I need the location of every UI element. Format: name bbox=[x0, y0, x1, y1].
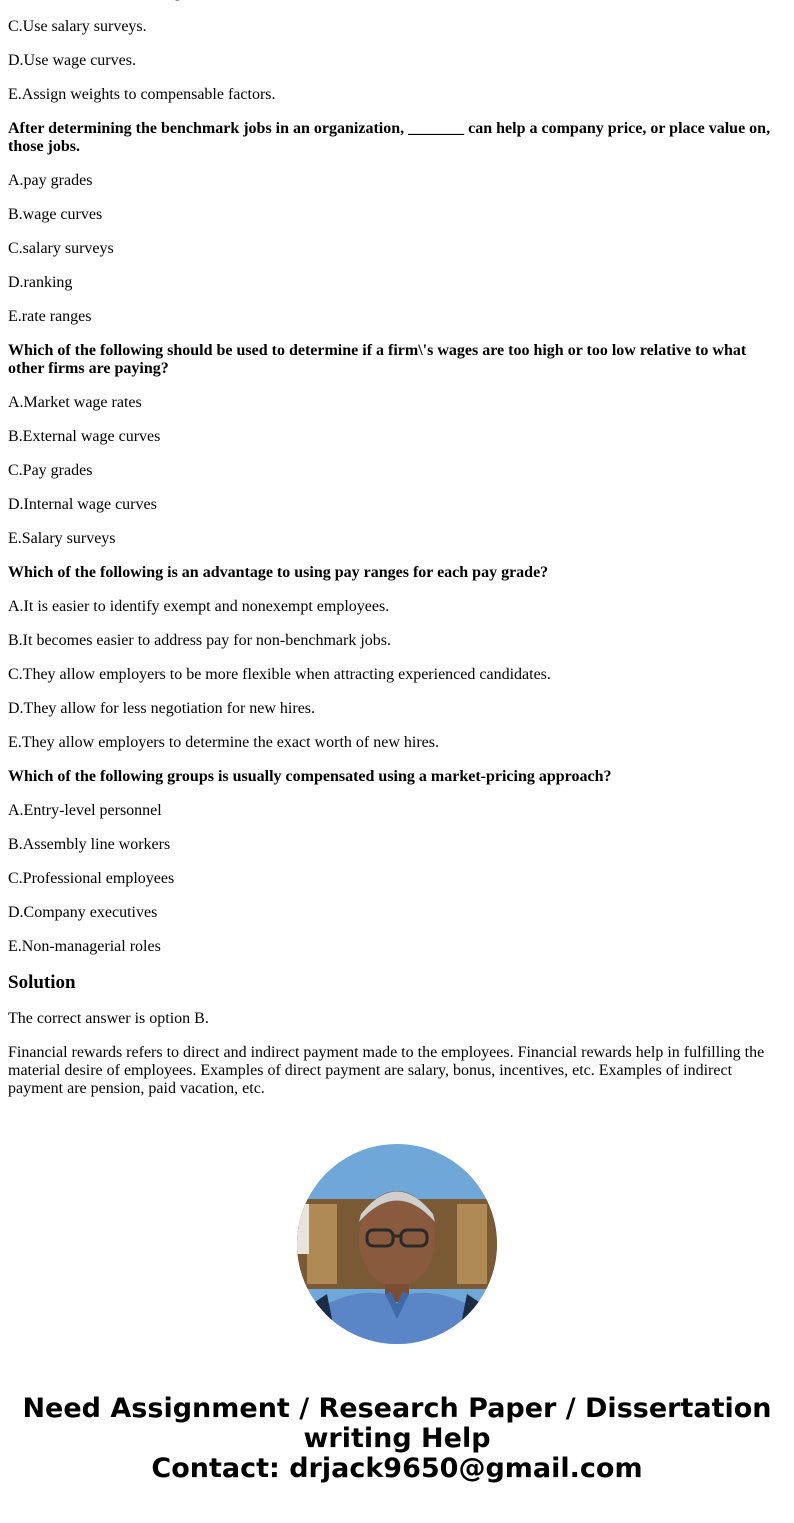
option-text: C.salary surveys bbox=[8, 240, 114, 257]
avatar-container bbox=[8, 1144, 786, 1344]
option-text: D.Company executives bbox=[8, 904, 158, 921]
cta-contact-line: Contact: drjack9650@gmail.com bbox=[151, 1453, 643, 1484]
option-text: A.Entry-level personnel bbox=[8, 802, 162, 819]
option-text: E.They allow employers to determine the exact worth of new hires. bbox=[8, 734, 439, 751]
option-text: D.They allow for less negotiation for new hires. bbox=[8, 700, 316, 717]
option-text: B.It becomes easier to address pay for non-benchmark jobs. bbox=[8, 632, 391, 649]
avatar bbox=[297, 1144, 497, 1344]
option-text: C.Use salary surveys. bbox=[8, 18, 147, 35]
option-text: D.Use wage curves. bbox=[8, 52, 136, 69]
question-text: Which of the following is an advantage to using pay ranges for each pay grade? bbox=[8, 564, 549, 581]
option-text: C.Professional employees bbox=[8, 870, 175, 887]
cta-line: writing Help bbox=[303, 1423, 491, 1454]
option-text: C.Pay grades bbox=[8, 462, 93, 479]
option-text: A.It is easier to identify exempt and nonexempt employees. bbox=[8, 598, 390, 615]
option-text: B.Assembly line workers bbox=[8, 836, 171, 853]
option-text: C.They allow employers to be more flexible when attracting experienced candidates. bbox=[8, 666, 551, 683]
option-text: B.External wage curves bbox=[8, 428, 161, 445]
option-text: E.Non-managerial roles bbox=[8, 938, 161, 955]
contact-banner bbox=[8, 1394, 786, 1484]
option-text bbox=[8, 0, 786, 2]
option-text: A.pay grades bbox=[8, 172, 93, 189]
question-text: Which of the following groups is usually compensated using a market-pricing approach? bbox=[8, 768, 612, 785]
option-text: B.wage curves bbox=[8, 206, 103, 223]
option-text: E.rate ranges bbox=[8, 308, 92, 325]
question-text: Which of the following should be used to determine if a firm\'s wages are too high or too low relative to what other firms are paying? bbox=[8, 342, 747, 377]
option-text: D.ranking bbox=[8, 274, 73, 291]
solution-answer: The correct answer is option B. bbox=[8, 1010, 209, 1027]
option-text: A.Market wage rates bbox=[8, 394, 142, 411]
option-text: E.Assign weights to compensable factors. bbox=[8, 86, 276, 103]
cta-line: Need Assignment / Research Paper / Dissertation bbox=[22, 1393, 772, 1424]
question-text: After determining the benchmark jobs in an organization, _______ can help a company price, or place value on, those jobs. bbox=[8, 120, 771, 155]
option-text: D.Internal wage curves bbox=[8, 496, 157, 513]
option-text: E.Salary surveys bbox=[8, 530, 116, 547]
solution-heading: Solution bbox=[8, 972, 76, 993]
solution-explanation: Financial rewards refers to direct and indirect payment made to the employees. Financial rewards help in fulfilling the material desire of employees. Examples of direct payment are salary, bonus, incentives, etc. Examples of indirect payment are pension, paid vacation, etc. bbox=[8, 1044, 765, 1097]
avatar-portrait-icon bbox=[297, 1144, 497, 1344]
